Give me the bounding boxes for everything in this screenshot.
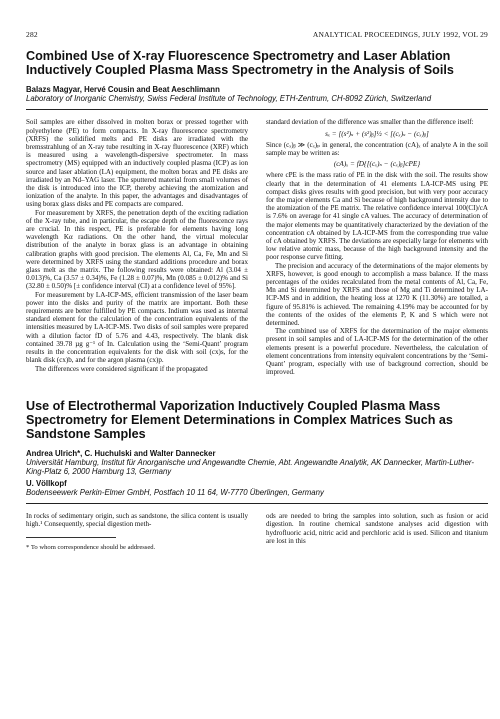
- article1-left-column: [26, 118, 248, 376]
- article2-title: Use of Electrothermal Vaporization Inductively Coupled Plasma Mass Spectrometry for Element Determinations in Complex Matrices Such as Sandstone Samples: [26, 398, 453, 441]
- title-rule: [26, 109, 488, 110]
- paragraph: The combined use of XRFS for the determination of the major elements present in soil samples and of LA-ICP-MS for the determination of the other elements present is a powerful procedure. Nevertheless, the calculation of element concentrations from intensity equivalent concentrations by the ‘Semi-Quant’ program, especially with use of background correction, should be improved.: [266, 327, 488, 377]
- paragraph: standard deviation of the difference was smaller than the difference itself:: [266, 118, 474, 127]
- article1-title: Combined Use of X-ray Fluorescence Spectrometry and Laser Ablation Inductively Coupled Plasma Mass Spectrometry in the Analysis of Soils: [26, 49, 454, 78]
- paragraph: where cPE is the mass ratio of PE in the disk with the soil. The results show clearly that in the determination of 41 elements LA-ICP-MS using PE compact disks gives results with good precision, but with very poor accuracy for the major elements Ca and Si because of high background intensity due to the atomization of the PE matrix. The relative confidence interval 100(CI)/cA is 7.6% on average for 41 single cA values. The accuracy of determination of the major elements may be quantitatively characterized by the deviation of the concentration cA obtained by LA-ICP-MS from the corresponding true value of cA obtained by XRFS. The deviations are especially large for elements with low relative atomic mass, because of the high background intensity and the poor response curve fitting.: [266, 171, 488, 262]
- article2-authors: Andrea Ulrich*, C. Huchulski and Walter Dannecker: [26, 449, 216, 459]
- paragraph: Soil samples are either dissolved in molten borax or pressed together with polyethylene (PE) to form compacts. In X-ray fluorescence spectrometry (XRFS) the solidified melts and PE disks are irradiated with the bremsstrahlung of an X-ray tube resulting in X-ray fluorescence (XRF) which is measured using a wavelength-dispersive spectrometer. In mass spectrometry (MS) equipped with an inductively coupled plasma (ICP) as ion source and laser ablation (LA) equipment, the molten borax and PE disks are irradiated by an Nd–YAG laser. The sputtered material from small volumes of the disk is introduced into the ICP, thereby achieving the atomization and ionization of the analyte. In this paper, the advantages and disadvantages of using borax glass disks and PE compacts are compared.: [26, 118, 248, 209]
- article1-authors: Balazs Magyar, Hervé Cousin and Beat Aeschlimann: [26, 85, 220, 95]
- article2-affiliation: Universität Hamburg, Institut für Anorganische und Angewandte Chemie, Abt. Angewandte Analytik, AK Dannecker, Martin-Luther-King-Platz 6, 2000 Hamburg 13, Germany: [26, 458, 474, 477]
- footnote: * To whom correspondence should be addressed.: [26, 543, 156, 551]
- article1-affiliation: Laboratory of Inorganic Chemistry, Swiss Federal Institute of Technology, ETH-Zentrum, CH-8092 Zürich, Switzerland: [26, 94, 432, 104]
- article2-left-column: [26, 512, 248, 552]
- article2-authors-2: U. Völlkopf: [26, 479, 67, 489]
- title-rule-2: [26, 503, 488, 504]
- article1-body: [26, 118, 488, 376]
- article2-affiliation-2: Bodenseewerk Perkin-Elmer GmbH, Postfach 10 11 64, W-7770 Überlingen, Germany: [26, 488, 324, 498]
- page-header: [26, 30, 488, 39]
- paragraph: The precision and accuracy of the determinations of the major elements by XRFS, however, is good enough to accomplish a mass balance. If the mass percentages of the oxides recalculated from the metal contents of Al, Ca, Fe, Mn and Si determined by XRFS and those of Mg and Ti determined by LA-ICP-MS and in addition, the heating loss at 1270 K (11.30%) are totalled, a figure of 95.81% is achieved. The remaining 4.19% may be accounted for by the contents of the oxides of the elements P, K and S which were not determined.: [266, 261, 488, 328]
- paragraph: For measurement by LA-ICP-MS, efficient transmission of the laser beam power into the disks and purity of the matrix are important. Both these requirements are better fulfilled by PE compacts. Indium was used as internal standard element for the calculation of the concentration equivalents of the intensities measured by LA-ICP-MS. Two disks of soil samples were prepared with a dilution factor fD of 5.76 and 4.43, respectively. The blank disk contained 39.78 µg g⁻¹ of In. Calculation using the ‘Semi-Quant’ program results in the concentration equivalents for the disk with soil (cx)s, for the blank disk (cx)b, and for the argon plasma (cx)p.: [26, 290, 248, 365]
- paragraph: ods are needed to bring the samples into solution, such as fusion or acid digestion. In routine chemical sandstone analyses acid digestion with hydrofluoric acid, nitric acid and perchloric acid is used. Silicon and titanium are lost in this: [266, 512, 488, 545]
- journal-page: [26, 30, 488, 552]
- paragraph: Since (cₓ)ᵦ ≫ (cₓ)ₚ in general, the concentration (cA)ₓ of analyte A in the soil sample may be written as:: [266, 140, 488, 158]
- paragraph: The differences were considered significant if the propagated: [35, 364, 208, 373]
- page-number: 282: [26, 30, 38, 39]
- article2-right-column: [266, 512, 488, 552]
- article1-right-column: [266, 118, 488, 376]
- journal-running-head: ANALYTICAL PROCEEDINGS, JULY 1992, VOL 29: [312, 30, 488, 39]
- equation-2: (cA)ₓ = fD{[(cₓ)ₛ − (cₓ)ᵦ]cPE}: [333, 160, 421, 169]
- article2-body: [26, 512, 488, 552]
- paragraph: In rocks of sedimentary origin, such as sandstone, the silica content is usually high.¹ Consequently, special digestion meth-: [26, 512, 248, 529]
- paragraph: For measurement by XRFS, the penetration depth of the exciting radiation of the X-ray tube, and in particular, the escape depth of the fluorescence rays are crucial. In this respect, PE is preferable for elements having long wavelength Kα radiations. On the other hand, the virtual molecular distribution of the analyte in borax glass is an advantage in obtaining calibration graphs with good precision. The elements Al, Ca, Fe, Mn and Si were determined by XRFS using the standard additions procedure and borax glass melt as the matrix. The following results were obtained: Al (3.04 ± 0.013)%, Ca (3.57 ± 0.34)%, Fe (1.28 ± 0.07)%, Mn (0.085 ± 0.012)% and Si (32.80 ± 0.50)% [± confidence interval (CI) at a confidence level of 95%].: [26, 208, 248, 291]
- footnote-rule: [26, 537, 116, 538]
- equation-1: sₓ = [(s²)ₛ + (s²)ᵦ]½ < [(cₓ)ₛ − (cₓ)ᵦ]: [325, 129, 429, 138]
